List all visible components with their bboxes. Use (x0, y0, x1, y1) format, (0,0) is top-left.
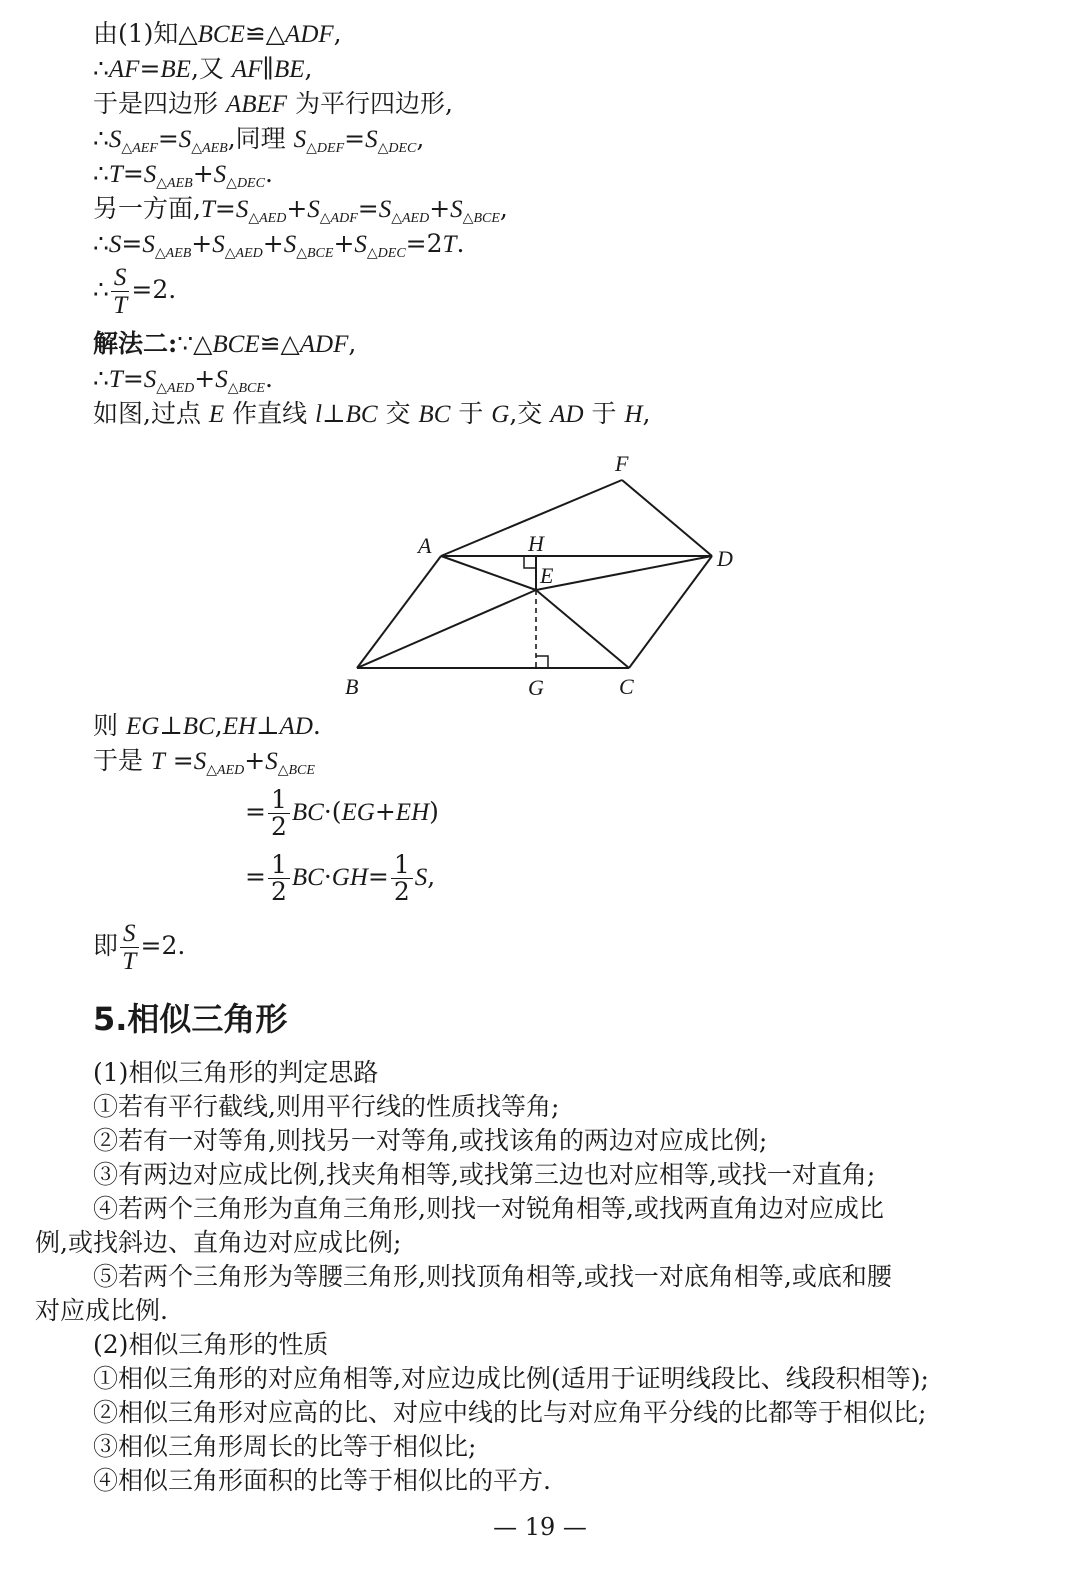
proof-line-8: ∴ $\frac{S}{T}$ =2. (93, 264, 177, 319)
property-item-2: ②相似三角形对应高的比、对应中线的比与对应角平分线的比都等于相似比; (93, 1398, 927, 1427)
geometry-figure (330, 445, 750, 705)
proof-line-3: 于是四边形 ABEF 为平行四边形, (93, 89, 453, 118)
proof-line-5: $\therefore T=S_{\triangle AEB}+S_{\triangle DEC}$. (93, 159, 273, 191)
right-angle-mark-H (524, 556, 536, 568)
rule-item-4-cont: 例,或找斜边、直角边对应成比例; (35, 1228, 402, 1257)
page-number: — 19 — (493, 1513, 587, 1541)
proof-line-7: $\therefore S=S_{\triangle AEB}+S_{\triangle AED}+S_{\triangle BCE}+S_{\triangle DEC}=2T$. (93, 229, 465, 261)
label-D: D (717, 546, 733, 571)
proof-line-9: 解法二:∵△BCE≌△ADF, (93, 329, 357, 358)
property-item-1: ①相似三角形的对应角相等,对应边成比例(适用于证明线段比、线段积相等); (93, 1364, 929, 1393)
label-B: B (345, 674, 359, 699)
label-G: G (528, 675, 544, 700)
fraction-s-over-t: $\frac{S}{T}$ (111, 264, 130, 319)
proof-line-6: 另一方面$,T=S_{\triangle AED}+S_{\triangle ADF}=S_{\triangle AED}+S_{\triangle BCE}$, (93, 194, 508, 226)
segment-FD (622, 480, 712, 556)
subheading-properties: (2)相似三角形的性质 (93, 1330, 329, 1359)
rule-item-5-cont: 对应成比例. (35, 1296, 168, 1325)
subheading-judgement: (1)相似三角形的判定思路 (93, 1058, 379, 1087)
segment-ED (536, 556, 712, 590)
proof-line-14: = $\frac{1}{2}$ BC·(EG+EH) (245, 785, 439, 841)
rule-item-3: ③有两边对应成比例,找夹角相等,或找第三边也对应相等,或找一对直角; (93, 1160, 876, 1189)
segment-EC (536, 590, 629, 668)
proof-line-10: $\therefore T=S_{\triangle AED}+S_{\triangle BCE}$. (93, 364, 273, 396)
rule-item-5: ⑤若两个三角形为等腰三角形,则找顶角相等,或找一对底角相等,或底和腰 (93, 1262, 892, 1291)
property-item-3: ③相似三角形周长的比等于相似比; (93, 1432, 477, 1461)
segment-BE (357, 590, 536, 668)
segment-AE (441, 556, 536, 590)
label-A: A (418, 533, 432, 558)
proof-line-16: 即 $\frac{S}{T}$ =2. (93, 920, 186, 975)
proof-line-15: = $\frac{1}{2}$ BC·GH= $\frac{1}{2}$ S, (245, 850, 436, 906)
section-heading: 5.相似三角形 (93, 1000, 288, 1038)
label-F: F (615, 451, 629, 476)
proof-line-4: $\therefore S_{\triangle AEF}=S_{\triangle AEB}$,同理 $S_{\triangle DEF}=S_{\triangle DEC}$, (93, 124, 425, 156)
rule-item-1: ①若有平行截线,则用平行线的性质找等角; (93, 1092, 560, 1121)
proof-line-2: ∴AF=BE,又 AF∥BE, (93, 54, 313, 83)
method-two-label: 解法二: (93, 329, 178, 358)
label-E: E (540, 563, 554, 588)
label-C: C (619, 674, 634, 699)
proof-line-11: 如图,过点 E 作直线 l⊥BC 交 BC 于 G,交 AD 于 H, (93, 399, 651, 428)
rule-item-2: ②若有一对等角,则找另一对等角,或找该角的两边对应成比例; (93, 1126, 768, 1155)
property-item-4: ④相似三角形面积的比等于相似比的平方. (93, 1466, 551, 1495)
rule-item-4: ④若两个三角形为直角三角形,则找一对锐角相等,或找两直角边对应成比 (93, 1194, 884, 1223)
proof-line-1: 由(1)知△BCE≌△ADF, (93, 19, 342, 48)
proof-line-12: 则 EG⊥BC,EH⊥AD. (93, 711, 321, 740)
right-angle-mark-G (536, 656, 548, 668)
label-H: H (528, 531, 544, 556)
segment-AB (357, 556, 441, 668)
segment-DC (629, 556, 712, 668)
proof-line-13: 于是 $T =S_{\triangle AED}+S_{\triangle BCE}$ (93, 746, 315, 778)
